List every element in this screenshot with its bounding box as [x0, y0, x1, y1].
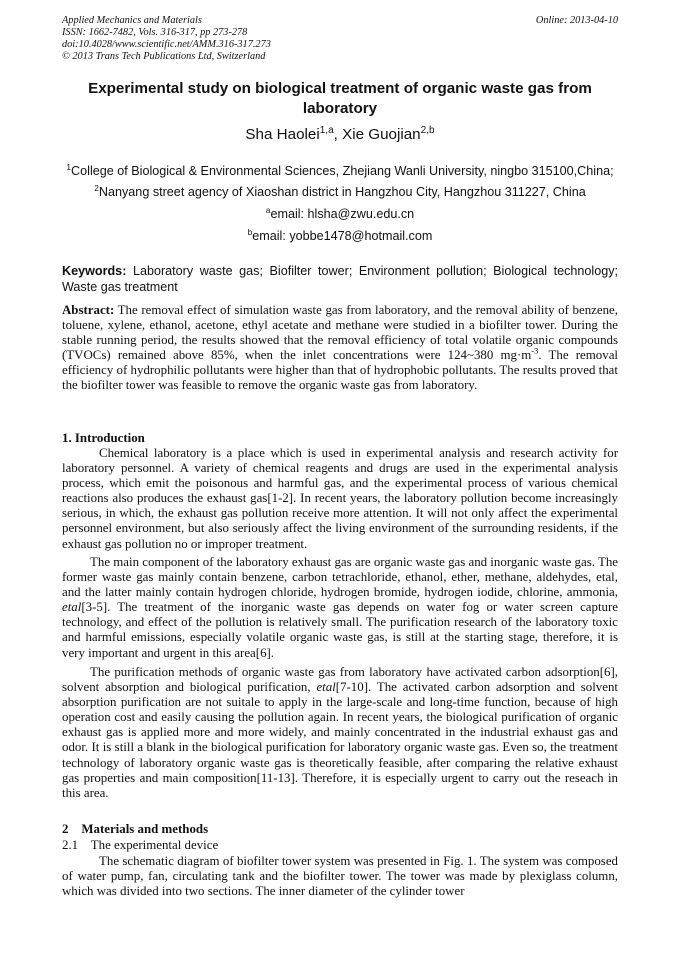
paragraph-italic: etal — [316, 680, 336, 695]
paragraph-text-cont: [7-10]. The activated carbon adsorption and solvent absorption purification are not suitale to apply in the large-scale and long-time function, because of high operation cost and easily causing the pollution again. In recent years, the biological purification of organic exhaust gas is applied more and more widely, and mainly concentrated in the industrial exhaust gas and odor. It is still a blank in the biological purification for laboratory organic waste gas. Even so, the treatment technology of laboratory organic waste gas is theoretically feasible, after comparing the relative exhaust gas properties and main composition[11-13]. Therefore, it is especially urgent to carry out the reseach in this area. — [62, 680, 618, 800]
abstract-text-cont: . The removal efficiency of hydrophilic pollutants were higher than that of hydrophobic pollutants. The results proved that the biofilter tower was feasible to remove the organic waste gas from laboratory. — [62, 348, 618, 393]
paragraph-italic: etal — [62, 600, 82, 615]
intro-paragraph-1: Chemical laboratory is a place which is used in experimental analysis and research activity for laboratory personnel. A variety of chemical reagents and drugs are used in the experimental analysis process, which emit the poisonous and harmful gas, and the experimental process of various chemical reactions also produces the exhaust gas[1-2]. In recent years, the laboratory pollution become increasingly serious, in which, the exhaust gas pollution receive more attention. It will not only affect the experimental personnel environment, but also seriously affect the living environment of the surrounding residents, if the exhaust gas pollution no or improper treatment. — [62, 446, 618, 551]
keywords-label: Keywords: — [62, 264, 127, 278]
copyright-line: © 2013 Trans Tech Publications Ltd, Switzerland — [62, 51, 266, 62]
email-a — [62, 206, 618, 222]
email-b — [62, 228, 618, 244]
affiliation-superscript: 2 — [94, 182, 99, 193]
doi-line: doi:10.4028/www.scientific.net/AMM.316-317.273 — [62, 39, 271, 50]
paper-title: Experimental study on biological treatment of organic waste gas from laboratory — [88, 80, 592, 117]
affiliation-superscript: 1 — [66, 161, 72, 172]
abstract-text: The removal effect of simulation waste gas from laboratory, and the removal ability of benzene, toluene, xylene, ethanol, acetone, ethyl acetate and methane were studied in a biofilter tower. During the stable running period, the results showed that the removal efficiency of total volatile organic compounds (TVOCs) remained above 85%, when the inlet concentrations were 124~380 mg·m — [62, 303, 618, 363]
paragraph-text-cont: [3-5]. The treatment of the inorganic waste gas depends on water fog or water screen capture technology, and effect of the pollution is relatively small. The purification research of the laboratory toxic and harmful emissions, especially volatile organic waste gas, is still at the starting stage, therefore, it is very important and urgent in this area[6]. — [62, 600, 618, 660]
journal-name: Applied Mechanics and Materials — [62, 15, 202, 26]
intro-paragraph-3 — [62, 665, 618, 801]
online-date: Online: 2013-04-10 — [535, 15, 618, 26]
email-superscript: a — [265, 204, 271, 215]
section-heading-introduction: 1. Introduction — [62, 431, 145, 445]
email-text: email: hlsha@zwu.edu.cn — [270, 207, 415, 221]
journal-header — [62, 15, 618, 63]
email-text: email: yobbe1478@hotmail.com — [252, 229, 433, 243]
affiliation-text: College of Biological & Environmental Sciences, Zhejiang Wanli University, ningbo 315100,China; — [71, 164, 614, 178]
paragraph-text: The main component of the laboratory exhaust gas are organic waste gas and inorganic waste gas. The former waste gas mainly contain benzene, carbon tetrachloride, ethanol, ether, methane, aldehydes, etal, and the latter mainly contain hydrogen chloride, hydrogen bromide, hydrogen iodide, chlorine, ammonia, — [62, 555, 618, 600]
issn-line: ISSN: 1662-7482, Vols. 316-317, pp 273-278 — [62, 27, 248, 38]
author-separator: , — [333, 126, 343, 143]
affiliation-text: Nanyang street agency of Xiaoshan district in Hangzhou City, Hangzhou 311227, China — [98, 185, 586, 199]
author-line — [62, 125, 618, 145]
section-heading-materials: 2 Materials and methods — [62, 822, 209, 836]
abstract-label: Abstract: — [62, 303, 115, 317]
author-superscript: 2,b — [420, 124, 435, 136]
device-paragraph-1: The schematic diagram of biofilter tower system was presented in Fig. 1. The system was composed of water pump, fan, circulating tank and the biofilter tower. The tower was made by plexiglass column, which was divided into two sections. The inner diameter of the cylinder tower — [62, 854, 618, 899]
keywords — [62, 263, 618, 295]
abstract — [62, 303, 618, 394]
subsection-heading-device: 2.1 The experimental device — [62, 838, 219, 852]
intro-paragraph-2 — [62, 555, 618, 661]
paragraph-text: The purification methods of organic waste gas from laboratory have activated carbon adsorption[6], solvent absorption and biological purification, — [62, 665, 618, 695]
email-superscript: b — [247, 226, 253, 237]
abstract-superscript: -3 — [531, 345, 539, 356]
author-superscript: 1,a — [319, 124, 334, 136]
author-name: Xie Guojian — [342, 126, 421, 143]
author-name: Sha Haolei — [245, 126, 320, 143]
keywords-text: Laboratory waste gas; Biofilter tower; Environment pollution; Biological technology; Waste gas treatment — [62, 264, 618, 294]
affiliation-1 — [62, 163, 618, 179]
affiliation-2 — [62, 184, 618, 200]
